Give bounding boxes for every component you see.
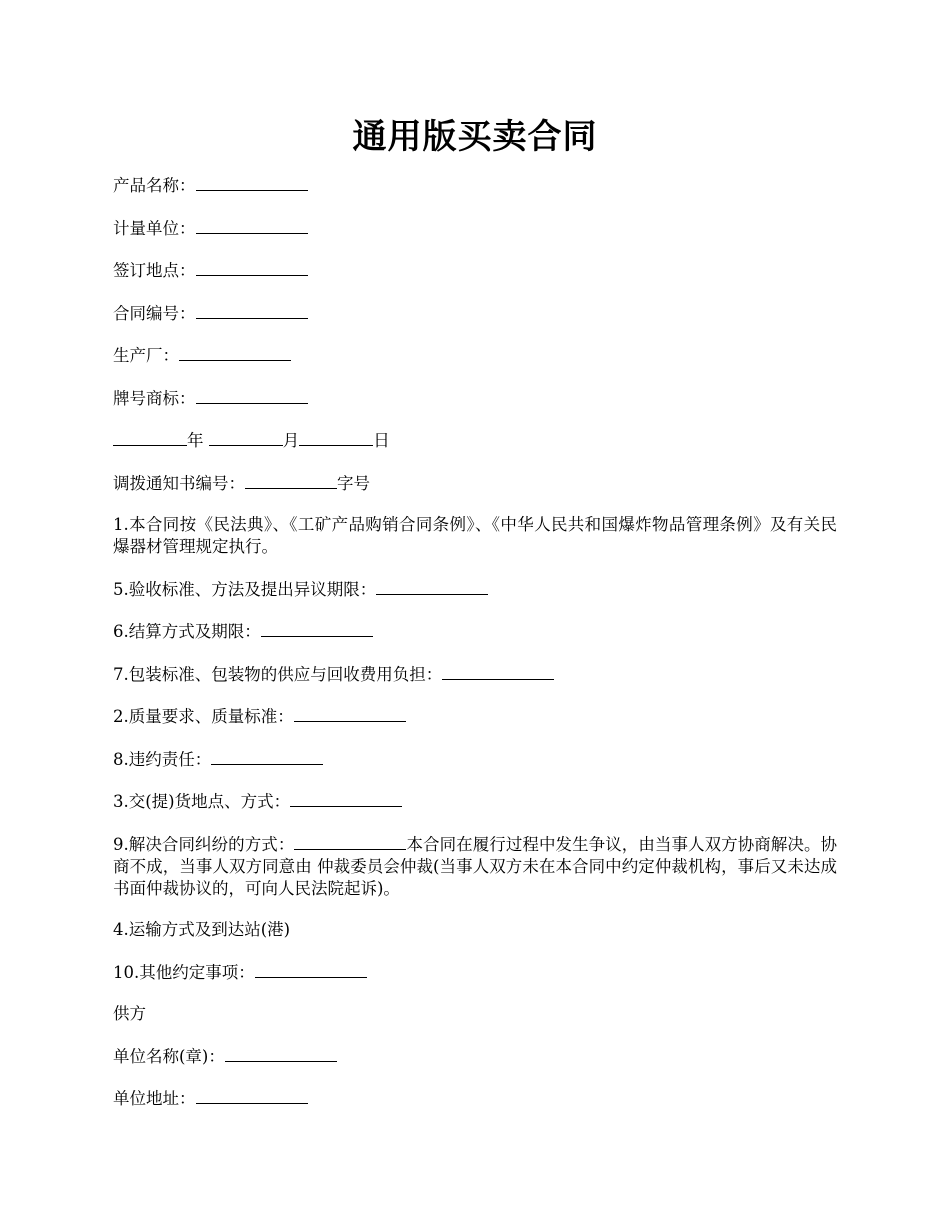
clause-5 (113, 578, 837, 601)
blank-line (442, 663, 554, 680)
clause-4: 4.运输方式及到达站(港) (113, 920, 291, 939)
clause-9-text: 本合同在履行过程中发生争议，由当事人双方协商解决。协商不成，当事人双方同意由 仲裁委员会仲裁(当事人双方未在本合同中约定仲裁机构，事后又未达成书面仲裁协议的，可向人民法院起诉)。 (113, 834, 838, 898)
supplier-address-field (113, 1087, 837, 1110)
blank-line (261, 620, 373, 637)
document-body (113, 174, 837, 1110)
blank-line (209, 429, 283, 446)
blank-line (376, 578, 488, 595)
blank-line (290, 790, 402, 807)
clause-label: 5.验收标准、方法及提出异议期限： (113, 579, 377, 599)
field-label: 单位名称(章)： (113, 1046, 225, 1066)
field-contract-no (113, 302, 837, 325)
blank-line (211, 748, 323, 765)
clause-label: 2.质量要求、质量标准： (113, 707, 294, 726)
clause-label: 7.包装标准、包装物的供应与回收费用负担： (113, 664, 443, 684)
blank-line (113, 429, 187, 446)
document-title: 通用版买卖合同 (352, 117, 598, 157)
clause-label: 6.结算方式及期限： (113, 622, 261, 641)
field-label: 产品名称： (113, 176, 196, 195)
clause-label: 8.违约责任： (113, 749, 212, 769)
field-product-name (113, 174, 837, 197)
field-unit (113, 217, 837, 240)
blank-line (294, 833, 406, 850)
blank-line (299, 429, 373, 446)
blank-line (196, 174, 308, 191)
field-label: 合同编号： (113, 303, 196, 323)
blank-line (196, 259, 308, 276)
field-label: 调拨通知书编号： (113, 473, 245, 493)
clause-label: 3.交(提)货地点、方式： (113, 792, 291, 811)
field-label: 计量单位： (113, 218, 196, 238)
clause-label: 10.其他约定事项： (113, 962, 255, 982)
clause-3 (113, 790, 837, 813)
clause-6 (113, 620, 837, 643)
clause-2 (113, 705, 837, 728)
field-sign-place (113, 259, 837, 282)
date-line (113, 429, 837, 452)
blank-line (255, 961, 367, 978)
blank-line (294, 705, 406, 722)
field-brand (113, 387, 837, 410)
supplier-heading: 供方 (113, 1004, 146, 1023)
blank-line (245, 472, 337, 489)
date-year-label: 年 (187, 431, 204, 450)
clause-9 (113, 833, 837, 900)
field-label: 签订地点： (113, 261, 196, 280)
clause-8 (113, 748, 837, 771)
date-month-label: 月 (282, 431, 300, 450)
field-label: 单位地址： (113, 1089, 196, 1108)
date-day-label: 日 (373, 431, 390, 450)
blank-line (179, 344, 291, 361)
field-label: 牌号商标： (113, 388, 196, 408)
blank-line (225, 1045, 337, 1062)
field-manufacturer (113, 344, 837, 367)
clause-10 (113, 961, 837, 984)
supplier-name-field (113, 1045, 837, 1068)
field-label: 生产厂： (113, 346, 179, 365)
clause-label: 9.解决合同纠纷的方式： (113, 834, 295, 854)
blank-line (196, 1087, 308, 1104)
blank-line (196, 387, 308, 404)
blank-line (196, 302, 308, 319)
clause-7 (113, 663, 837, 686)
allocation-notice-line (113, 472, 837, 495)
allocation-suffix: 字号 (337, 473, 370, 493)
blank-line (196, 217, 308, 234)
clause-1: 1.本合同按《民法典》、《工矿产品购销合同条例》、《中华人民共和国爆炸物品管理条例》及有关民爆器材管理规定执行。 (113, 515, 837, 556)
